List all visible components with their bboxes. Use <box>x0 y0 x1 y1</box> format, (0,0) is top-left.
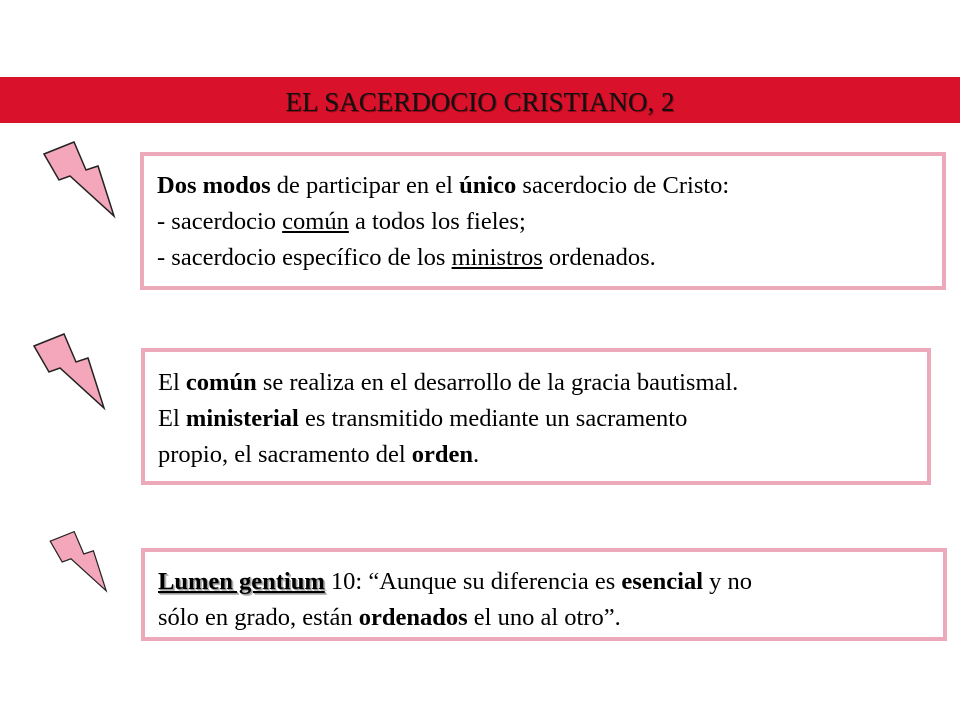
box2-line1 <box>158 365 927 401</box>
text-span: es transmitido mediante un sacramento <box>298 405 688 432</box>
emphasis-text: Dos modos <box>157 172 271 199</box>
box1-line1 <box>157 168 942 204</box>
box1-line2 <box>157 204 942 240</box>
box3-line2 <box>158 600 943 636</box>
text-box-1 <box>140 152 946 290</box>
text-span: . <box>473 441 480 468</box>
citation-title: Lumen gentium <box>158 568 325 595</box>
text-span: - sacerdocio específico de los <box>157 244 452 271</box>
text-span: 10: “Aunque su diferencia es <box>324 568 622 595</box>
text-span: El <box>158 405 186 432</box>
emphasis-text: único <box>459 172 517 199</box>
text-span: sacerdocio de Cristo: <box>516 172 730 199</box>
emphasis-text: esencial <box>621 568 704 595</box>
lightning-bolt-icon <box>40 140 130 220</box>
text-span: el uno al otro”. <box>467 604 621 631</box>
box2-line2 <box>158 401 927 437</box>
emphasis-text: ordenados <box>358 604 468 631</box>
text-span: - sacerdocio <box>157 208 283 235</box>
lightning-bolt-icon <box>40 530 126 594</box>
underlined-text: ministros <box>451 244 543 271</box>
text-span: propio, el sacramento del <box>158 441 412 468</box>
text-span: ordenados. <box>542 244 656 271</box>
slide-title: EL SACERDOCIO CRISTIANO, 2 <box>285 87 675 117</box>
emphasis-text: común <box>185 369 257 396</box>
title-bar <box>0 77 960 123</box>
text-span: sólo en grado, están <box>158 604 359 631</box>
text-box-3 <box>141 548 947 641</box>
text-span: El <box>158 369 186 396</box>
box2-line3 <box>158 437 927 473</box>
text-span: se realiza en el desarrollo de la gracia bautismal. <box>256 369 739 396</box>
text-span: de participar en el <box>270 172 460 199</box>
underlined-text: común <box>282 208 349 235</box>
emphasis-text: orden <box>411 441 474 468</box>
text-span: y no <box>703 568 753 595</box>
lightning-bolt-icon <box>30 332 120 412</box>
text-box-2 <box>141 348 931 485</box>
box1-line3 <box>157 240 942 276</box>
text-span: a todos los fieles; <box>348 208 526 235</box>
box3-line1 <box>158 564 943 600</box>
emphasis-text: ministerial <box>185 405 299 432</box>
